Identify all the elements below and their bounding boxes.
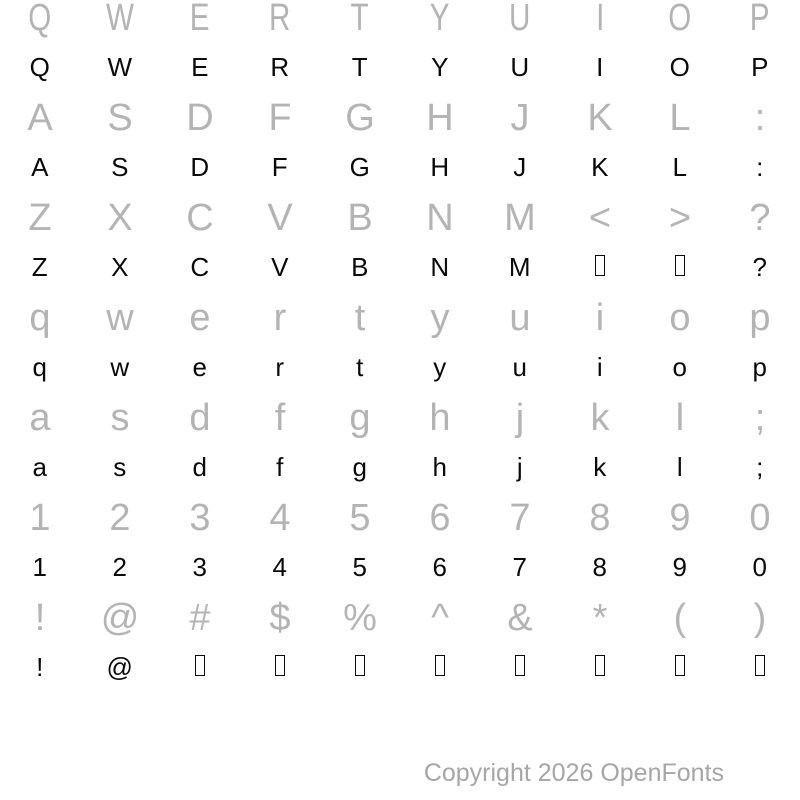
preview-glyph: 5 [349, 497, 371, 539]
preview-glyph: p [749, 297, 771, 339]
preview-glyph: l [675, 397, 685, 439]
specimen-cell-missing [675, 250, 685, 285]
preview-glyph: y [430, 297, 450, 339]
specimen-glyph: k [593, 452, 607, 482]
specimen-glyph: T [351, 52, 369, 82]
specimen-glyph: R [270, 52, 290, 82]
uppercase-home-row-preview [0, 97, 800, 150]
preview-glyph: d [189, 397, 211, 439]
tofu-box-icon [435, 655, 445, 676]
uppercase-top-row-preview [0, 0, 800, 50]
uppercase-bottom-row-specimen [0, 250, 800, 300]
symbols-row-preview [0, 597, 800, 650]
specimen-glyph: E [191, 52, 209, 82]
digits-row-preview [0, 497, 800, 550]
preview-glyph: 3 [189, 497, 211, 539]
preview-glyph: F [268, 97, 292, 139]
specimen-glyph: M [508, 252, 532, 282]
uppercase-top-row-specimen [0, 50, 800, 100]
lowercase-top-row-specimen [0, 350, 800, 400]
specimen-glyph: C [190, 252, 210, 282]
preview-glyph: g [349, 397, 371, 439]
specimen-glyph: w [110, 352, 130, 382]
preview-glyph: ; [754, 397, 766, 439]
preview-glyph: P [750, 0, 770, 39]
preview-glyph: ) [753, 597, 767, 639]
preview-glyph: 8 [589, 497, 611, 539]
preview-glyph: j [515, 397, 525, 439]
specimen-glyph: Z [31, 252, 49, 282]
specimen-glyph: 5 [352, 552, 368, 582]
specimen-glyph: ! [36, 652, 44, 682]
preview-glyph: V [267, 197, 293, 239]
preview-glyph: i [595, 297, 605, 339]
preview-glyph: > [668, 197, 692, 239]
preview-glyph: N [426, 197, 454, 239]
preview-glyph: ! [34, 597, 46, 639]
specimen-glyph: : [756, 152, 764, 182]
specimen-glyph: r [275, 352, 285, 382]
lowercase-top-row-preview [0, 297, 800, 350]
specimen-cell-missing [595, 650, 605, 685]
tofu-box-icon [755, 655, 765, 676]
lowercase-top-row-pair [0, 297, 800, 400]
specimen-glyph: J [513, 152, 527, 182]
copyright-text: Copyright 2026 OpenFonts [423, 759, 724, 787]
symbols-row-pair [0, 597, 800, 700]
symbols-row-specimen [0, 650, 800, 700]
preview-glyph: W [106, 0, 134, 39]
preview-glyph: 6 [429, 497, 451, 539]
preview-glyph: : [754, 97, 766, 139]
specimen-cell-missing [275, 650, 285, 685]
specimen-glyph: e [192, 352, 208, 382]
specimen-glyph: Q [29, 52, 51, 82]
preview-glyph: M [504, 197, 536, 239]
specimen-glyph: D [190, 152, 210, 182]
specimen-glyph: l [676, 452, 684, 482]
lowercase-home-row-specimen [0, 450, 800, 500]
specimen-glyph: d [192, 452, 208, 482]
preview-glyph: H [426, 97, 454, 139]
specimen-glyph: u [512, 352, 528, 382]
specimen-glyph: N [430, 252, 450, 282]
preview-glyph: e [189, 297, 211, 339]
specimen-glyph: I [596, 52, 604, 82]
preview-glyph: D [186, 97, 214, 139]
specimen-cell-missing [755, 650, 765, 685]
preview-glyph: K [587, 97, 613, 139]
specimen-glyph: K [591, 152, 609, 182]
specimen-glyph: ; [756, 452, 764, 482]
specimen-glyph: O [669, 52, 691, 82]
specimen-glyph: g [352, 452, 368, 482]
specimen-glyph: i [596, 352, 604, 382]
specimen-cell-missing [355, 650, 365, 685]
specimen-glyph: U [510, 52, 530, 82]
preview-glyph: & [507, 597, 533, 639]
preview-glyph: < [588, 197, 612, 239]
specimen-cell-missing [195, 650, 205, 685]
preview-glyph: ( [673, 597, 687, 639]
preview-glyph: $ [269, 597, 291, 639]
digits-row-pair [0, 497, 800, 600]
specimen-glyph: P [751, 52, 769, 82]
preview-glyph: X [107, 197, 133, 239]
specimen-glyph: 8 [592, 552, 608, 582]
specimen-glyph: q [32, 352, 48, 382]
preview-glyph: C [186, 197, 214, 239]
preview-glyph: h [429, 397, 451, 439]
preview-glyph: r [273, 297, 287, 339]
specimen-glyph: Y [431, 52, 449, 82]
preview-glyph: U [509, 0, 531, 39]
specimen-glyph: 7 [512, 552, 528, 582]
specimen-glyph: a [32, 452, 48, 482]
specimen-glyph: ? [752, 252, 768, 282]
tofu-box-icon [595, 255, 605, 276]
specimen-cell-missing [595, 250, 605, 285]
preview-glyph: q [29, 297, 51, 339]
tofu-box-icon [675, 655, 685, 676]
preview-glyph: 1 [29, 497, 51, 539]
tofu-box-icon [595, 655, 605, 676]
lowercase-home-row-pair [0, 397, 800, 500]
specimen-glyph: 3 [192, 552, 208, 582]
specimen-glyph: y [433, 352, 447, 382]
uppercase-home-row-specimen [0, 150, 800, 200]
specimen-glyph: L [672, 152, 688, 182]
preview-glyph: L [669, 97, 691, 139]
specimen-glyph: H [430, 152, 450, 182]
specimen-glyph: 9 [672, 552, 688, 582]
tofu-box-icon [355, 655, 365, 676]
preview-glyph: Q [28, 0, 52, 39]
preview-glyph: 4 [269, 497, 291, 539]
uppercase-top-row-pair [0, 0, 800, 100]
specimen-glyph: 0 [752, 552, 768, 582]
specimen-glyph: j [516, 452, 524, 482]
uppercase-bottom-row-pair [0, 197, 800, 300]
tofu-box-icon [675, 255, 685, 276]
uppercase-home-row-pair [0, 97, 800, 200]
specimen-cell-missing [435, 650, 445, 685]
specimen-glyph: V [271, 252, 289, 282]
tofu-box-icon [275, 655, 285, 676]
preview-glyph: B [347, 197, 373, 239]
preview-glyph: u [509, 297, 531, 339]
specimen-glyph: h [432, 452, 448, 482]
preview-glyph: O [668, 0, 692, 39]
specimen-glyph: o [672, 352, 688, 382]
preview-glyph: o [669, 297, 691, 339]
specimen-glyph: X [111, 252, 129, 282]
preview-glyph: R [269, 0, 291, 39]
preview-glyph: 0 [749, 497, 771, 539]
preview-glyph: ? [749, 197, 771, 239]
digits-row-specimen [0, 550, 800, 600]
preview-glyph: * [592, 597, 608, 639]
specimen-glyph: G [349, 152, 371, 182]
specimen-cell-missing [675, 650, 685, 685]
specimen-glyph: p [752, 352, 768, 382]
tofu-box-icon [195, 655, 205, 676]
preview-glyph: S [107, 97, 133, 139]
specimen-glyph: S [111, 152, 129, 182]
preview-glyph: k [590, 397, 610, 439]
specimen-glyph: f [276, 452, 284, 482]
preview-glyph: Y [430, 0, 450, 39]
preview-glyph: G [345, 97, 375, 139]
preview-glyph: 9 [669, 497, 691, 539]
preview-glyph: # [189, 597, 211, 639]
preview-glyph: s [110, 397, 130, 439]
preview-glyph: @ [100, 597, 140, 639]
specimen-glyph: @ [106, 652, 134, 682]
specimen-glyph: F [271, 152, 289, 182]
specimen-glyph: W [107, 52, 133, 82]
preview-glyph: J [510, 97, 530, 139]
lowercase-home-row-preview [0, 397, 800, 450]
preview-glyph: A [27, 97, 53, 139]
specimen-glyph: B [351, 252, 369, 282]
specimen-glyph: 2 [112, 552, 128, 582]
preview-glyph: t [354, 297, 366, 339]
uppercase-bottom-row-preview [0, 197, 800, 250]
specimen-glyph: A [31, 152, 49, 182]
specimen-glyph: s [113, 452, 127, 482]
preview-glyph: I [595, 0, 605, 39]
preview-glyph: Z [28, 197, 52, 239]
specimen-glyph: 6 [432, 552, 448, 582]
preview-glyph: T [350, 0, 370, 39]
specimen-glyph: t [356, 352, 364, 382]
specimen-cell-missing [515, 650, 525, 685]
preview-glyph: f [274, 397, 286, 439]
preview-glyph: E [190, 0, 210, 39]
preview-glyph: 2 [109, 497, 131, 539]
preview-glyph: ^ [431, 597, 449, 639]
preview-glyph: w [106, 297, 134, 339]
preview-glyph: 7 [509, 497, 531, 539]
preview-glyph: % [343, 597, 377, 639]
tofu-box-icon [515, 655, 525, 676]
preview-glyph: a [29, 397, 51, 439]
specimen-glyph: 1 [32, 552, 48, 582]
specimen-glyph: 4 [272, 552, 288, 582]
